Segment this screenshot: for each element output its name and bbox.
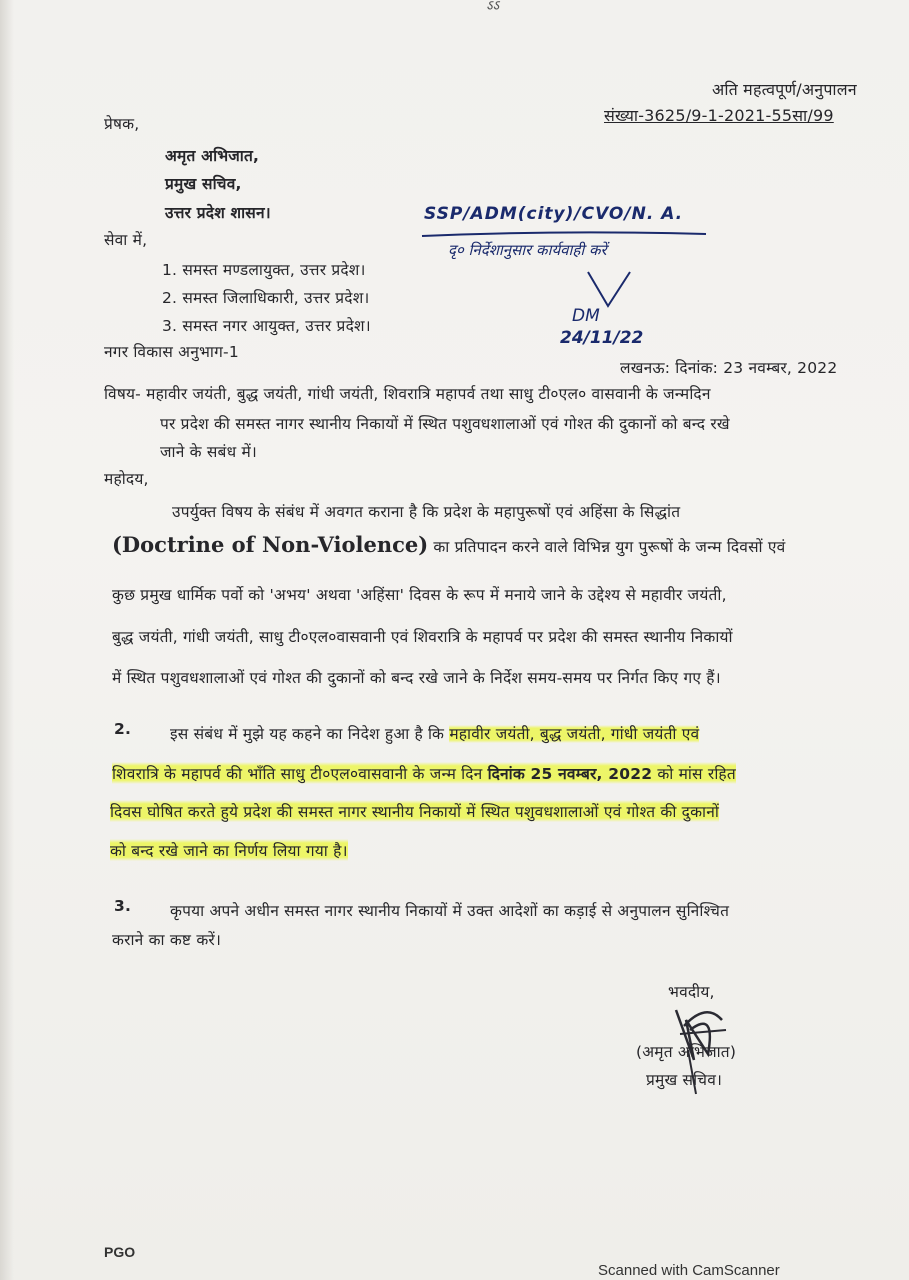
page-shadow	[0, 0, 14, 1280]
sender-office: उत्तर प्रदेश शासन।	[165, 204, 271, 222]
para2-line2	[112, 762, 736, 784]
para2-line2-a: शिवरात्रि के महापर्व की भाँति साधु टी०एल०वासवानी के जन्म दिन	[112, 765, 483, 783]
priority-label: अति महत्वपूर्ण/अनुपालन	[712, 80, 857, 99]
para2-highlight-1: महावीर जयंती, बुद्ध जयंती, गांधी जयंती एवं	[449, 725, 700, 743]
para1-line3: कुछ प्रमुख धार्मिक पर्वो को 'अभय' अथवा 'अहिंसा' दिवस के रूप में मनाये जाने के उद्देश्य से महावीर जयंती,	[112, 586, 727, 604]
sender-name: अमृत अभिजात,	[165, 147, 260, 165]
para2-line1	[170, 722, 699, 744]
subject-line-3: जाने के सबंध में।	[160, 443, 258, 461]
reference-number: संख्या-3625/9-1-2021-55सा/99	[604, 106, 834, 125]
para1-line2-rest: का प्रतिपादन करने वाले विभिन्न युग पुरूषों के जन्म दिवसों एवं	[433, 538, 786, 556]
para1-line1: उपर्युक्त विषय के संबंध में अवगत कराना है कि प्रदेश के महापुरूषों एवं अहिंसा के सिद्धांत	[172, 503, 681, 521]
para3-number: 3.	[114, 897, 132, 915]
closing-designation: प्रमुख सचिव।	[646, 1071, 723, 1089]
sender-label: प्रेषक,	[104, 115, 140, 133]
recipient-3: 3. समस्त नगर आयुक्त, उत्तर प्रदेश।	[162, 317, 371, 335]
top-scribble: ऽऽ	[486, 0, 500, 14]
footer-code: PGO	[104, 1244, 136, 1260]
para3-line1: कृपया अपने अधीन समस्त नागर स्थानीय निकायों में उक्त आदेशों का कड़ाई से अनुपालन सुनिश्चित	[170, 902, 730, 920]
handwritten-endorsement: SSP/ADM(city)/CVO/N. A.	[424, 204, 684, 224]
to-label: सेवा में,	[104, 231, 148, 249]
sender-designation: प्रमुख सचिव,	[165, 175, 242, 193]
para2-number: 2.	[114, 720, 132, 738]
closing-yours: भवदीय,	[668, 983, 715, 1001]
scanner-watermark: Scanned with CamScanner	[598, 1262, 780, 1279]
salutation: महोदय,	[104, 470, 149, 488]
doctrine-english-text: (Doctrine of Non-Violence)	[112, 532, 429, 557]
closing-name: (अमृत अभिजात)	[636, 1043, 737, 1061]
recipient-2: 2. समस्त जिलाधिकारी, उत्तर प्रदेश।	[162, 289, 370, 307]
handwritten-dm-initials: DM	[572, 306, 600, 326]
handwritten-instruction: दृ० निर्देशानुसार कार्यवाही करें	[448, 241, 607, 259]
para2-date-bold: दिनांक 25 नवम्बर, 2022	[487, 765, 653, 783]
para2-line2-b: को मांस रहित	[657, 765, 736, 783]
recipient-1: 1. समस्त मण्डलायुक्त, उत्तर प्रदेश।	[162, 261, 366, 279]
handwritten-underline	[420, 228, 710, 240]
subject-line-1: विषय- महावीर जयंती, बुद्ध जयंती, गांधी जयंती, शिवरात्रि महापर्व तथा साधु टी०एल० वासवानी के जन्मदिन	[104, 385, 711, 403]
para2-line1-plain: इस संबंध में मुझे यह कहने का निदेश हुआ है कि	[170, 725, 445, 743]
subject-line-2: पर प्रदेश की समस्त नागर स्थानीय निकायों में स्थित पशुवधशालाओं एवं गोश्त की दुकानों को बन्द रखे	[160, 415, 730, 433]
para2-line3: दिवस घोषित करते हुये प्रदेश की समस्त नागर स्थानीय निकायों में स्थित पशुवधशालाओं एवं गोश्त की दुकानों	[110, 800, 719, 822]
section-name: नगर विकास अनुभाग-1	[104, 343, 239, 361]
para1-line2	[112, 532, 786, 557]
para3-line2: कराने का कष्ट करें।	[112, 931, 222, 949]
para2-line4: को बन्द रखे जाने का निर्णय लिया गया है।	[110, 839, 348, 861]
para1-line4: बुद्ध जयंती, गांधी जयंती, साधु टी०एल०वासवानी एवं शिवरात्रि के महापर्व पर प्रदेश की समस्त स्थानीय निकायों	[112, 628, 733, 646]
place-date: लखनऊ: दिनांक: 23 नवम्बर, 2022	[620, 359, 838, 377]
handwritten-date: 24/11/22	[560, 328, 644, 348]
para1-line5: में स्थित पशुवधशालाओं एवं गोश्त की दुकानों को बन्द रखे जाने के निर्देश समय-समय पर निर्गत किए गए हैं।	[112, 669, 721, 687]
